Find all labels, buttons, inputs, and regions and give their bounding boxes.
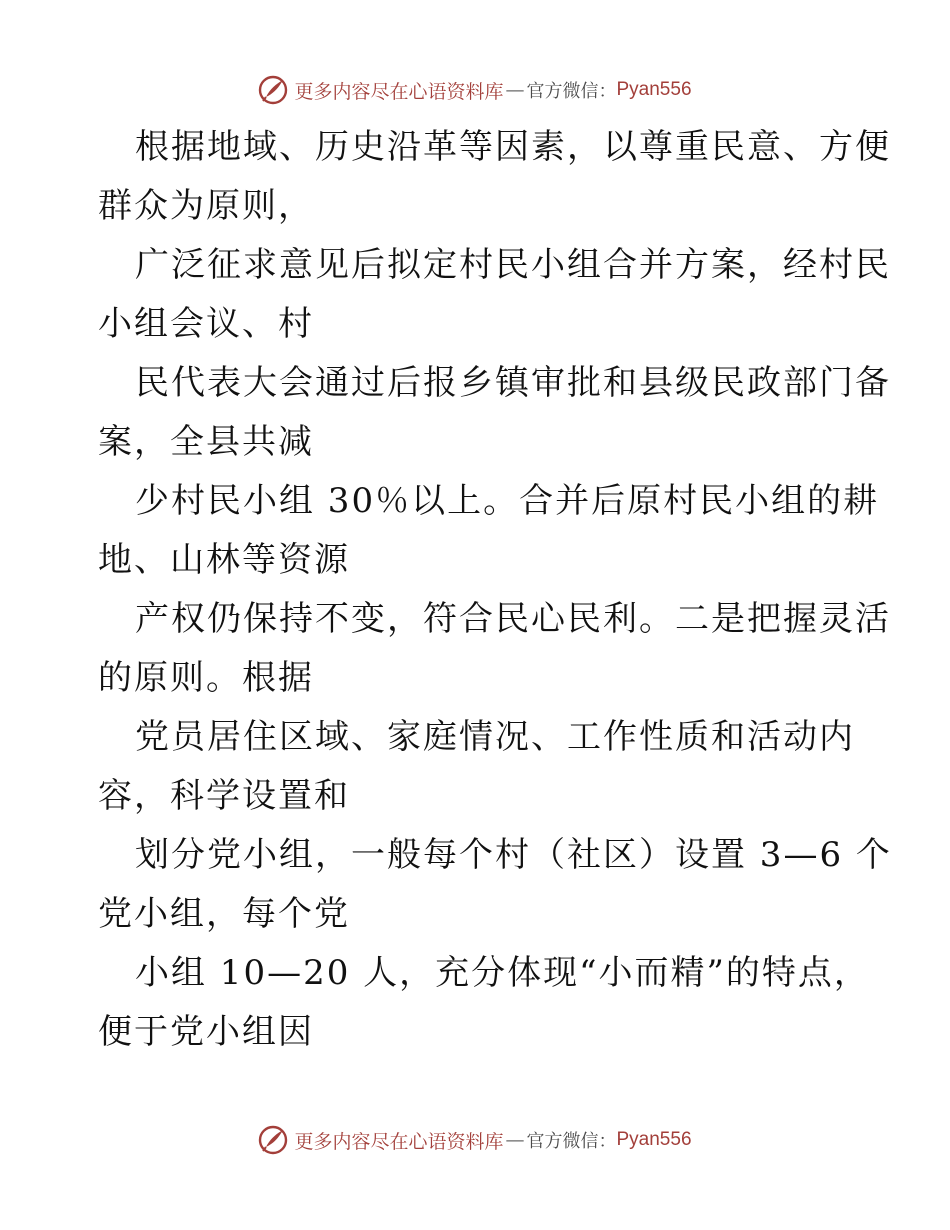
text-line: 便于党小组因 (98, 1012, 314, 1052)
header-separator: — (505, 79, 525, 101)
header-wechat-label: 官方微信： (526, 81, 617, 102)
text-line: 民代表大会通过后报乡镇审批和县级民政部门备 (135, 363, 891, 403)
text-line: 产权仍保持不变，符合民心民利。二是把握灵活 (135, 599, 891, 639)
feather-pen-logo-icon (258, 75, 288, 105)
text-line: 小组 10—20 人，充分体现“小而精”的特点， (135, 953, 870, 993)
text-line: 小组会议、村 (98, 304, 314, 344)
text-line: 广泛征求意见后拟定村民小组合并方案，经村民 (135, 245, 891, 285)
text-line: 划分党小组，一般每个村（社区）设置 3—6 个 (135, 835, 892, 875)
footer-banner (0, 1120, 950, 1160)
feather-pen-logo-icon (258, 1125, 288, 1155)
text-line: 案，全县共减 (98, 422, 314, 462)
text-line: 少村民小组 30％以上。合并后原村民小组的耕 (135, 481, 880, 521)
footer-wechat-label: 官方微信： (526, 1131, 617, 1152)
text-line: 的原则。根据 (98, 658, 314, 698)
text-line: 党员居住区域、家庭情况、工作性质和活动内 (135, 717, 855, 757)
header-account: Pyan556 (616, 79, 692, 100)
body-text (98, 118, 892, 1062)
header-banner (0, 70, 950, 110)
text-line: 根据地域、历史沿革等因素，以尊重民意、方便 (135, 127, 891, 167)
footer-account: Pyan556 (616, 1129, 692, 1150)
text-line: 党小组，每个党 (98, 894, 350, 934)
footer-brand-text: 更多内容尽在心语资料库 (294, 1130, 504, 1153)
text-line: 地、山林等资源 (98, 540, 350, 580)
text-line: 容，科学设置和 (98, 776, 350, 816)
footer-separator: — (505, 1129, 525, 1151)
header-brand-text: 更多内容尽在心语资料库 (294, 80, 504, 103)
text-line: 群众为原则， (98, 186, 314, 226)
